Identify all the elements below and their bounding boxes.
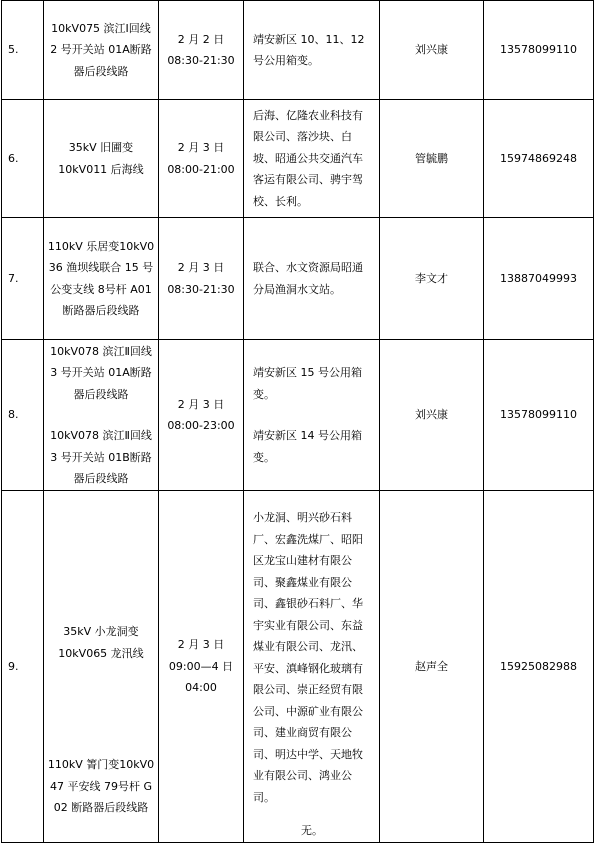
row-number: 6. [2, 100, 44, 218]
table-row [2, 1, 594, 100]
line-section: 10kV075 滨江Ⅰ回线 2 号开关站 01A断路器后段线路 [44, 1, 159, 100]
affected-area [244, 340, 380, 491]
outage-time: 2 月 3 日 09:00—4 日 04:00 [159, 491, 244, 843]
contact-phone: 15974869248 [484, 100, 594, 218]
line-section: 110kV 乐居变10kV036 渔坝线联合 15 号公变支线 8号杆 A01 断路器后段线路 [44, 218, 159, 340]
outage-time: 2 月 3 日 08:30-21:30 [159, 218, 244, 340]
contact-person: 李文才 [380, 218, 484, 340]
affected-area: 联合、水文资源局昭通分局渔洞水文站。 [244, 218, 380, 340]
affected-area: 后海、亿隆农业科技有限公司、落沙块、白坡、昭通公共交通汽车客运有限公司、骋宇驾校、长利。 [244, 100, 380, 218]
row-number: 8. [2, 340, 44, 491]
affected-area: 靖安新区 10、11、12号公用箱变。 [244, 1, 380, 100]
row-number: 9. [2, 491, 44, 843]
line-section-b: 110kV 箐门变10kV047 平安线 79号杆 G02 断路器后段线路 [47, 758, 155, 814]
power-outage-table [1, 0, 594, 843]
affected-area-a: 靖安新区 15 号公用箱变。 [253, 366, 362, 401]
table-row [2, 100, 594, 218]
outage-time: 2 月 2 日 08:30-21:30 [159, 1, 244, 100]
contact-person: 刘兴康 [380, 340, 484, 491]
affected-area-a: 小龙洞、明兴砂石料厂、宏鑫洗煤厂、昭阳区龙宝山建材有限公司、聚鑫煤业有限公司、鑫银砂石料厂、华宇实业有限公司、东益煤业有限公司、龙汛、平安、滇峰钢化玻璃有限公司、崇正经贸有限公司、中源矿业有限公司、建业商贸有限公司、明达中学、天地牧业有限公司、鸿业公司。 [253, 511, 363, 804]
affected-area-b: 靖安新区 14 号公用箱变。 [253, 429, 362, 464]
line-section [44, 491, 159, 843]
line-section: 35kV 旧圃变 10kV011 后海线 [44, 100, 159, 218]
contact-phone: 13578099110 [484, 1, 594, 100]
row-number: 5. [2, 1, 44, 100]
contact-person: 管毓鹏 [380, 100, 484, 218]
line-section-a: 35kV 小龙洞变 10kV065 龙汛线 [58, 625, 144, 660]
table-row [2, 340, 594, 491]
line-section-b: 10kV078 滨江Ⅱ回线 3 号开关站 01B断路器后段线路 [50, 429, 152, 485]
contact-phone: 15925082988 [484, 491, 594, 843]
affected-area-b: 无。 [301, 824, 323, 837]
affected-area [244, 491, 380, 843]
contact-person: 刘兴康 [380, 1, 484, 100]
table-row [2, 218, 594, 340]
row-number: 7. [2, 218, 44, 340]
outage-time: 2 月 3 日 08:00-21:00 [159, 100, 244, 218]
line-section [44, 340, 159, 491]
table-row [2, 491, 594, 843]
outage-time: 2 月 3 日 08:00-23:00 [159, 340, 244, 491]
contact-phone: 13578099110 [484, 340, 594, 491]
contact-person: 赵声全 [380, 491, 484, 843]
contact-phone: 13887049993 [484, 218, 594, 340]
line-section-a: 10kV078 滨江Ⅱ回线 3 号开关站 01A断路器后段线路 [50, 344, 152, 401]
